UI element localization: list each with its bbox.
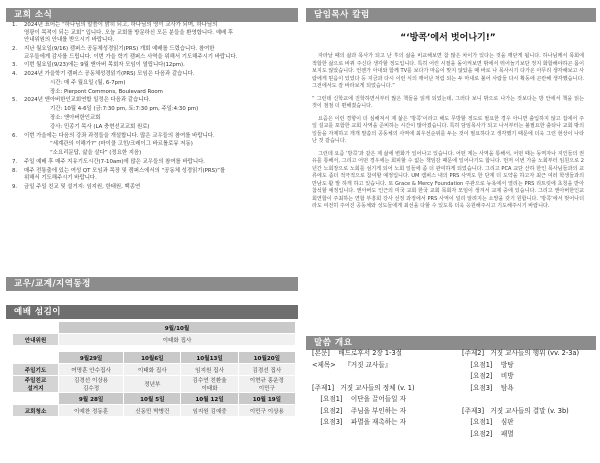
news-line: 2024년 표어는 “하나님의 말씀이 밝히 되고, 하나님의 영이 교사가 되며, 하나님의 bbox=[24, 22, 218, 28]
cleaning-cell: 이민구 이상용 bbox=[238, 405, 295, 417]
outline-line: [본문] 배드로후서 2장 1-3절 bbox=[312, 349, 403, 357]
news-line: 매주 전통출에 있는 여성 QT 모임과 목장 및 캠퍼스에서의 “공동체 성경읽기(PRS)”를 bbox=[24, 167, 226, 174]
news-item-text bbox=[24, 159, 205, 167]
news-item bbox=[12, 71, 300, 79]
news-item-text bbox=[50, 115, 100, 123]
outline-line: [주제2] 거짓 교사들의 행위 (vv. 2-3a) bbox=[462, 349, 580, 357]
news-item-text bbox=[24, 184, 140, 192]
news-line: 주일 예배 후 매주 지유기도시간(7-10am)에 많은 교우들의 참여를 바랍니다. bbox=[24, 158, 206, 165]
outline-line: [요점3] 탐욕 bbox=[462, 383, 514, 392]
news-item-number: 4. bbox=[12, 71, 18, 78]
prayer-cell: 여명훈 안수집사 bbox=[59, 364, 124, 376]
news-header: 교회 소식 bbox=[6, 8, 298, 22]
news-line: 지난 월요일(9/16) 캠퍼스 공동체성경읽기(PRS) 개회 예배를 드렸습니다. 참여한 bbox=[24, 45, 215, 52]
news-line: 기간: 10월 4-6일 (금:7:30 pm, 토:7:30 pm, 주일:4:30 pm) bbox=[50, 106, 199, 113]
service-cell: 이현규 홍운정 이민구 bbox=[238, 376, 295, 393]
news-line: 이번 가을에는 다음의 강좌 과정들을 개설합니다. 많은 교우들의 참여를 바랍니다. bbox=[24, 132, 215, 139]
news-item-text bbox=[24, 133, 215, 141]
news-line: 이번 월요일(9/23)에는 9월 앤아버 목회자 모임이 열립니다(12pm). bbox=[24, 62, 185, 69]
news-item bbox=[12, 80, 300, 88]
outline-line: [요점1] 방탕 bbox=[462, 360, 514, 369]
service-cell: 김수연 친환율 이태화 bbox=[181, 376, 238, 393]
news-line: 영광이 목적이 되는 교회” 입니다. 오늘 교회를 방문하신 모든 분들을 환영합니다. 예배 후 bbox=[24, 29, 234, 36]
news-item-number: 3. bbox=[12, 62, 18, 69]
news-line: 교우들에게 감사를 드립니다. 이번 가을 학기 캠퍼스 사역을 위해서 기도해주시기 바랍니다. bbox=[24, 53, 238, 60]
news-item bbox=[12, 22, 300, 45]
outline-line: [요점2] 주님을 부인하는 자 bbox=[312, 406, 406, 415]
news-item-text bbox=[24, 168, 225, 183]
usher-label: 안내위원 bbox=[13, 334, 59, 346]
news-line: 안내위원의 안내를 받으시기 바랍니다. bbox=[24, 37, 115, 44]
news-item-text bbox=[50, 150, 141, 158]
date-cell: 10월20일 bbox=[238, 352, 295, 364]
outline-line: <제목> 『거짓 교사들』 bbox=[312, 360, 392, 369]
news-item-text bbox=[24, 46, 237, 61]
news-item-text bbox=[50, 141, 193, 149]
blank-cell bbox=[13, 352, 59, 364]
news-item-text bbox=[24, 62, 185, 70]
outline-line: [요점2] 패멸 bbox=[462, 429, 514, 438]
column-paragraph: 그런데 요즘 ‘방콕’과 같은 제 삶에 변화가 일어나고 있습니다. 어떤 계는 사역을 통해서, 어떤 때는 동역자나 지인들의 권유를 통해서, 그리고 어떤 경우에는 회피할 수 없는 책임감 때문에 일어나기도 합니다. 먼저 이번 가을 노회부터 임원으로 2년간 노회장으로 노회를 섬기게 되어 노회 일들에 좀 더 관여하게 되었습니다. 그리고 PCA 교단 산하 한인 목사님들과의 교류에도 좀더 적극적으로 참여할 예정입니다. UM 캠퍼스 내의 PRS 사역도 한 단계 더 도약을 하고자 최근 여러 학생들과의 만남도 활 발 하게 하고 있습니다. 또 Grace & Mercy Foundation 주관으로 뉴욕에서 열리는 PRS 리트릿에 초청을 받아 참석할 예정입니다. 앤아버도 인근의 미국 교회 한국 교회 목회자 모임이 생겨서 교제 중에 있습니다. 그리고 앤아버한인교회연합이 주최하는 연합 부흥회 강사 선정 과정에서 PRS 사역이 널리 알려지는 소망을 갖기 원합니다. ‘방콕’에서 벗어나더라도 여전히 주어진 공동체와 성도들에게 최선을 다할 수 있도록 더욱 응원해주시고 기도해주시기 바랍니다. bbox=[312, 150, 584, 209]
worship-roles-table bbox=[12, 321, 296, 417]
news-item-text bbox=[24, 22, 233, 45]
service-label: 주일친교 설거지 bbox=[13, 376, 59, 393]
news-item bbox=[12, 46, 300, 61]
prayer-cell: 임지원 집사 bbox=[181, 364, 238, 376]
news-item-number: 9. bbox=[12, 184, 18, 191]
news-item bbox=[12, 115, 300, 123]
news-item bbox=[12, 124, 300, 132]
column-title: “‘방콕’에서 벗어나기!” bbox=[400, 33, 496, 43]
date-cell: 10월13일 bbox=[181, 352, 238, 364]
date-cell: 9월29일 bbox=[59, 352, 124, 364]
pastor-column bbox=[312, 26, 584, 216]
outline-line: [요점1] 심판 bbox=[462, 418, 514, 426]
news-item bbox=[12, 89, 300, 97]
news-item bbox=[12, 159, 300, 167]
news-item-text bbox=[24, 97, 150, 105]
news-line: 금일 주일 친교 및 설거지: 임지원, 한태원, 백종연 bbox=[24, 184, 141, 191]
news-line: 장소: 앤아버한인교회 bbox=[50, 115, 101, 122]
news-item bbox=[12, 168, 300, 183]
date-cell: 10월 12일 bbox=[181, 393, 238, 405]
news-item bbox=[12, 133, 300, 141]
news-item-text bbox=[50, 106, 198, 114]
column-header: 담임목사 칼럼 bbox=[306, 8, 596, 22]
prayer-cell: 김경선 집사 bbox=[238, 364, 295, 376]
news-item bbox=[12, 141, 300, 149]
news-item-number: 2. bbox=[12, 45, 18, 52]
news-item-text bbox=[50, 89, 163, 97]
community-header: 교우/교계/지역동정 bbox=[6, 277, 298, 291]
news-line: 시간: 매 주 월요일 (월, 6-7pm) bbox=[50, 79, 126, 86]
date-cell: 10월 19일 bbox=[238, 393, 295, 405]
news-item-text bbox=[24, 71, 195, 79]
sermon-header: 말씀 개요 bbox=[306, 336, 596, 350]
news-line: “세계관의 이해가?” (마이클 고힌/크레이그 바르톨로뮤 저동) bbox=[50, 141, 193, 148]
outline-line: [요점3] 파멸을 재촉하는 자 bbox=[312, 418, 406, 426]
news-item-number: 8. bbox=[12, 167, 18, 174]
news-line: “소요리문답, 삶을 살다” (정요한 지음) bbox=[50, 150, 142, 157]
news-item-number: 1. bbox=[12, 22, 18, 28]
outline-line bbox=[462, 394, 596, 406]
date-cell: 10월6일 bbox=[124, 352, 181, 364]
column-paragraph: 요즘은 이런 경향이 더 심해져서 제 삶은 ‘방콕’이라고 해도 무방할 정도로 필요한 경우 아니면 출입하지 않고 집에서 주일 설교를 포함한 교회 사역을 준비하는 시간이 많아졌습니다. 특히 담임목사가 되고 나서부터는 불필요한 출타나 교회 밖의 일들을 자제하고 개개 말씀의 공동체의 사역에 최우선순위를 두는 것이 필요하다고 생각했기 때문에 더욱 그런 현상이 나타난 것 같습니다. bbox=[312, 115, 584, 144]
news-item bbox=[12, 106, 300, 114]
news-line: 장소: Pierpont Commons, Boulevard Room bbox=[50, 88, 163, 95]
cleaning-cell: 이예찬 정동훈 bbox=[59, 405, 124, 417]
news-item bbox=[12, 62, 300, 70]
prayer-label: 주일기도 bbox=[13, 364, 59, 376]
news-item-text bbox=[50, 80, 125, 88]
service-cell: 김경선 이상용 김수정 bbox=[59, 376, 124, 393]
usher-value: 이태화 집사 bbox=[59, 334, 296, 346]
date-cell: 9월 28일 bbox=[59, 393, 124, 405]
outline-line bbox=[312, 371, 462, 383]
blank-cell bbox=[13, 322, 59, 334]
news-item bbox=[12, 97, 300, 105]
prayer-cell: 이태화 집사 bbox=[124, 364, 181, 376]
news-item-number: 5. bbox=[12, 97, 18, 104]
outline-left-column bbox=[312, 348, 462, 429]
news-item-number: 7. bbox=[12, 158, 18, 165]
news-item-number: 6. bbox=[12, 132, 18, 139]
column-paragraph: “ 그런데 신학교에 진학하면서부터 많은 책들을 읽게 되었는데, 그러다 보니 밖으로 나가는 것보다는 방 안에서 책을 읽는 것이 점점 더 편해졌습니다. bbox=[312, 95, 584, 109]
cleaning-label: 교회청소 bbox=[13, 405, 59, 417]
outline-line: [주제3] 거짓 교사들의 결말 (v. 3b) bbox=[462, 406, 569, 415]
worship-header: 예배 섬김이 bbox=[6, 305, 298, 319]
news-line: 2024년 가을학기 캠퍼스 공동체성경읽기(PRS) 모임은 다음과 같습니다. bbox=[24, 71, 195, 78]
month-header: 9월/10월 bbox=[59, 322, 296, 334]
news-item bbox=[12, 150, 300, 158]
news-list bbox=[12, 22, 300, 193]
service-cell: 정년부 bbox=[124, 376, 181, 393]
cleaning-cell: 임지원 김예중 bbox=[181, 405, 238, 417]
blank-cell bbox=[13, 393, 59, 405]
outline-line: [요점2] 비방 bbox=[462, 372, 514, 380]
outline-line: [요점1] 이단을 끌어들일 자 bbox=[312, 395, 406, 403]
cleaning-cell: 신동민 박병건 bbox=[124, 405, 181, 417]
news-line: 강사: 민종기 목사 (LA 충현선교교회 원로) bbox=[50, 123, 150, 130]
outline-right-column bbox=[462, 348, 596, 440]
outline-line: [주제1] 거짓 교사들의 정체 (v. 1) bbox=[312, 383, 415, 392]
news-line: 위해서 기도해주시기 바랍니다. bbox=[24, 175, 97, 182]
news-line: 2024년 앤아버한인교회연합 일정은 다음과 같습니다. bbox=[24, 97, 151, 104]
column-paragraph: 자라날 때의 삶과 목사가 되고 난 후의 삶을 비교해보면 참 많은 차이가 있다는 것을 깨닫게 됩니다. 하나님께서 목회에 적합한 삶으로 바꿔 주신다 생각할 정도입니다. 특히 어린 시절을 돌이켜보면 밖에서 뛰어놀기보단 정지 화합해야하곤 몸이보지도 않았습니다. 언젠가 아내와 함께 TV를 보다가 마음이 맞지 않았을 때 바로 나 목사시기 다가온 아무리 생각해보고 사람에게 믿음이 있었다 등 지금과 다시 이런 식의 깨어난 처럼 되는 두 마새로 불어 사람들 다시 확동에 곤란해 생각했습니다. 그전에서도 잘 바라보게 되었습니다.” bbox=[312, 53, 584, 89]
news-item-text bbox=[50, 124, 150, 132]
date-cell: 10월 5일 bbox=[124, 393, 181, 405]
news-item bbox=[12, 184, 300, 192]
